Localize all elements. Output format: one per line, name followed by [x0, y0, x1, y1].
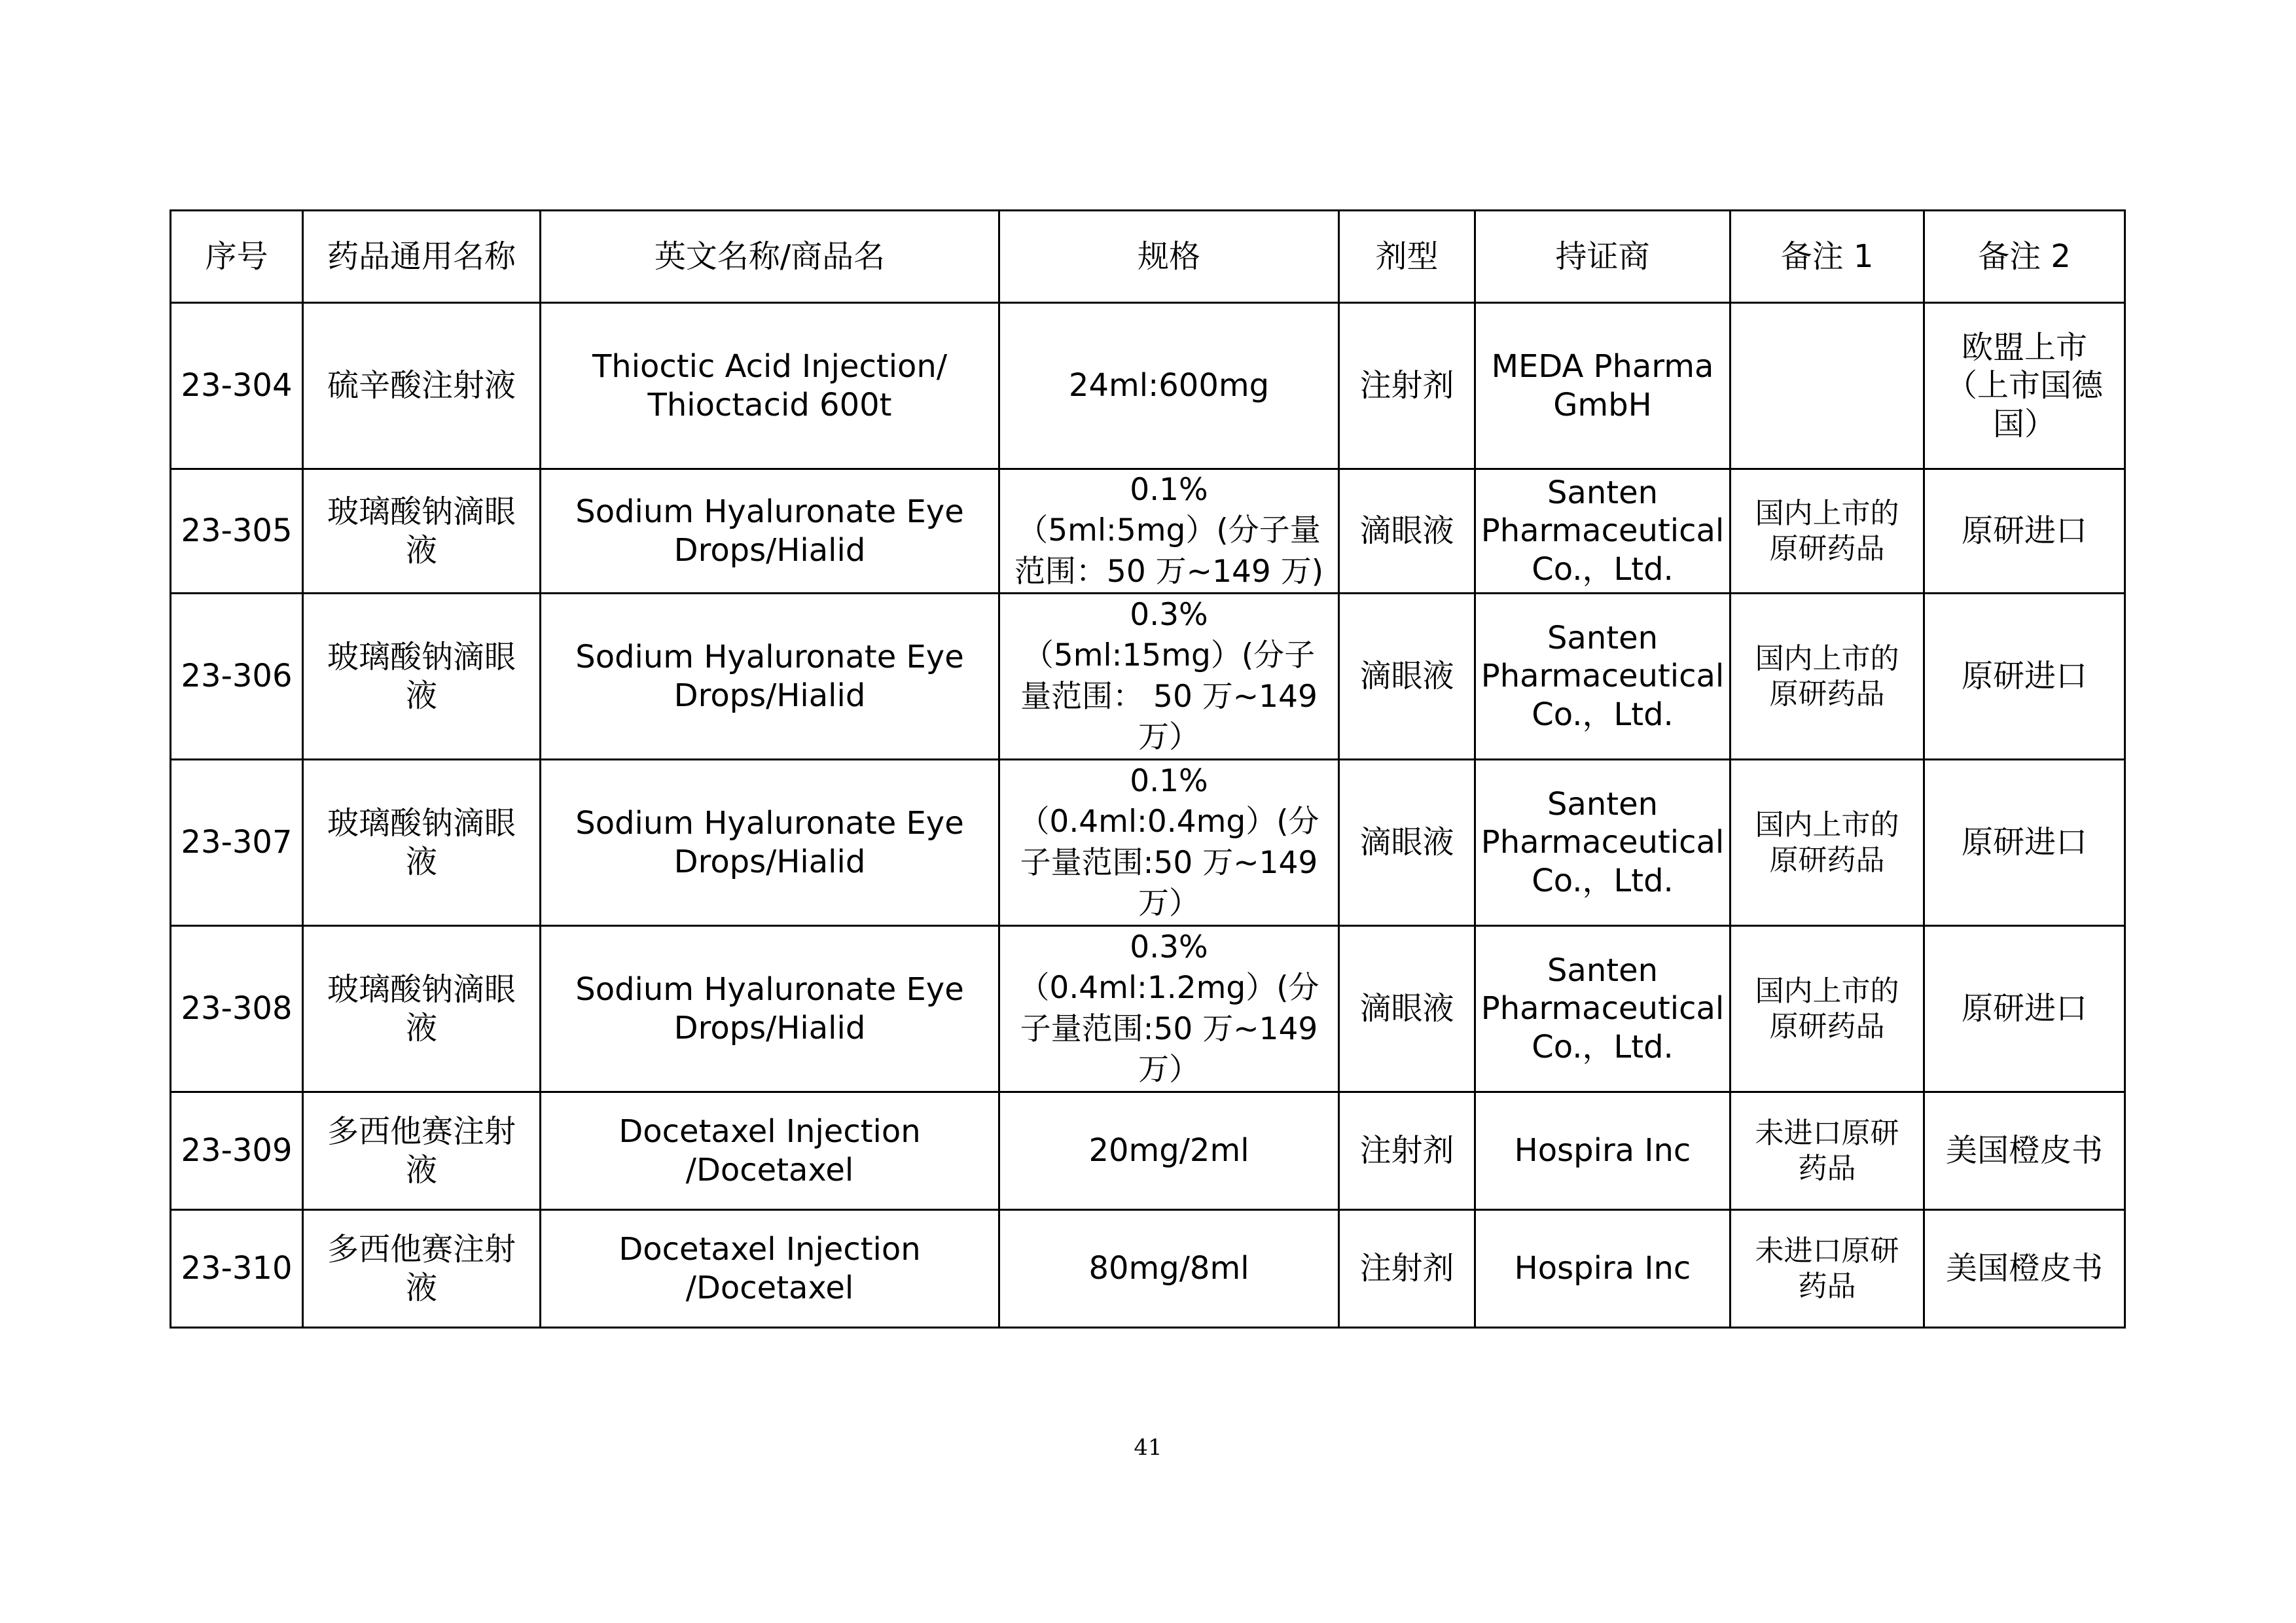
table-row: [171, 926, 2125, 1092]
cell-generic-name: 玻璃酸钠滴眼 液: [303, 926, 541, 1092]
cell-serial-number: 23-307: [171, 760, 303, 926]
table-row: [171, 1210, 2125, 1328]
cell-generic-name: 多西他赛注射 液: [303, 1092, 541, 1210]
header-license-holder: 持证商: [1475, 211, 1731, 303]
cell-remark-1: [1731, 303, 1924, 469]
cell-english-name: Thioctic Acid Injection/ Thioctacid 600t: [541, 303, 999, 469]
cell-remark-2: 美国橙皮书: [1924, 1092, 2125, 1210]
cell-specification: 0.3% （5ml:15mg）(分子 量范围： 50 万~149 万）: [999, 594, 1339, 760]
table-header-row: [171, 211, 2125, 303]
cell-remark-1: 国内上市的 原研药品: [1731, 469, 1924, 594]
cell-serial-number: 23-305: [171, 469, 303, 594]
cell-dosage-form: 注射剂: [1339, 1092, 1475, 1210]
cell-license-holder: Santen Pharmaceutical Co.，Ltd.: [1475, 760, 1731, 926]
cell-license-holder: Hospira Inc: [1475, 1210, 1731, 1328]
cell-remark-1: 未进口原研 药品: [1731, 1210, 1924, 1328]
cell-english-name: Docetaxel Injection /Docetaxel: [541, 1210, 999, 1328]
cell-specification: 0.1% （0.4ml:0.4mg）(分 子量范围:50 万~149 万）: [999, 760, 1339, 926]
cell-dosage-form: 滴眼液: [1339, 760, 1475, 926]
cell-remark-2: 原研进口: [1924, 594, 2125, 760]
cell-generic-name: 玻璃酸钠滴眼 液: [303, 760, 541, 926]
header-dosage-form: 剂型: [1339, 211, 1475, 303]
cell-generic-name: 硫辛酸注射液: [303, 303, 541, 469]
cell-generic-name: 多西他赛注射 液: [303, 1210, 541, 1328]
cell-specification: 24ml:600mg: [999, 303, 1339, 469]
cell-specification: 0.1% （5ml:5mg）(分子量 范围：50 万~149 万): [999, 469, 1339, 594]
cell-remark-2: 原研进口: [1924, 760, 2125, 926]
header-generic-name: 药品通用名称: [303, 211, 541, 303]
cell-dosage-form: 滴眼液: [1339, 594, 1475, 760]
header-english-name: 英文名称/商品名: [541, 211, 999, 303]
cell-license-holder: Santen Pharmaceutical Co.，Ltd.: [1475, 926, 1731, 1092]
cell-dosage-form: 滴眼液: [1339, 926, 1475, 1092]
table-row: [171, 594, 2125, 760]
page-number: 41: [1134, 1435, 1162, 1461]
cell-english-name: Sodium Hyaluronate Eye Drops/Hialid: [541, 926, 999, 1092]
cell-remark-1: 国内上市的 原研药品: [1731, 926, 1924, 1092]
cell-license-holder: Santen Pharmaceutical Co.，Ltd.: [1475, 469, 1731, 594]
cell-remark-1: 国内上市的 原研药品: [1731, 760, 1924, 926]
cell-license-holder: Santen Pharmaceutical Co.，Ltd.: [1475, 594, 1731, 760]
cell-serial-number: 23-308: [171, 926, 303, 1092]
header-specification: 规格: [999, 211, 1339, 303]
cell-serial-number: 23-309: [171, 1092, 303, 1210]
cell-english-name: Sodium Hyaluronate Eye Drops/Hialid: [541, 594, 999, 760]
header-remark-1: 备注 1: [1731, 211, 1924, 303]
cell-generic-name: 玻璃酸钠滴眼 液: [303, 469, 541, 594]
cell-dosage-form: 滴眼液: [1339, 469, 1475, 594]
cell-english-name: Sodium Hyaluronate Eye Drops/Hialid: [541, 469, 999, 594]
cell-license-holder: MEDA Pharma GmbH: [1475, 303, 1731, 469]
cell-remark-2: 原研进口: [1924, 926, 2125, 1092]
cell-specification: 0.3% （0.4ml:1.2mg）(分 子量范围:50 万~149 万）: [999, 926, 1339, 1092]
table-row: [171, 1092, 2125, 1210]
table-row: [171, 303, 2125, 469]
cell-remark-2: 美国橙皮书: [1924, 1210, 2125, 1328]
cell-dosage-form: 注射剂: [1339, 303, 1475, 469]
cell-license-holder: Hospira Inc: [1475, 1092, 1731, 1210]
cell-dosage-form: 注射剂: [1339, 1210, 1475, 1328]
cell-serial-number: 23-304: [171, 303, 303, 469]
header-serial-number: 序号: [171, 211, 303, 303]
table-row: [171, 760, 2125, 926]
cell-serial-number: 23-306: [171, 594, 303, 760]
cell-specification: 80mg/8ml: [999, 1210, 1339, 1328]
table-row: [171, 469, 2125, 594]
cell-remark-2: 原研进口: [1924, 469, 2125, 594]
header-remark-2: 备注 2: [1924, 211, 2125, 303]
cell-serial-number: 23-310: [171, 1210, 303, 1328]
cell-remark-2: 欧盟上市 （上市国德 国）: [1924, 303, 2125, 469]
cell-remark-1: 国内上市的 原研药品: [1731, 594, 1924, 760]
cell-generic-name: 玻璃酸钠滴眼 液: [303, 594, 541, 760]
cell-specification: 20mg/2ml: [999, 1092, 1339, 1210]
cell-english-name: Docetaxel Injection /Docetaxel: [541, 1092, 999, 1210]
cell-remark-1: 未进口原研 药品: [1731, 1092, 1924, 1210]
drug-list-table: [170, 209, 2126, 1329]
cell-english-name: Sodium Hyaluronate Eye Drops/Hialid: [541, 760, 999, 926]
